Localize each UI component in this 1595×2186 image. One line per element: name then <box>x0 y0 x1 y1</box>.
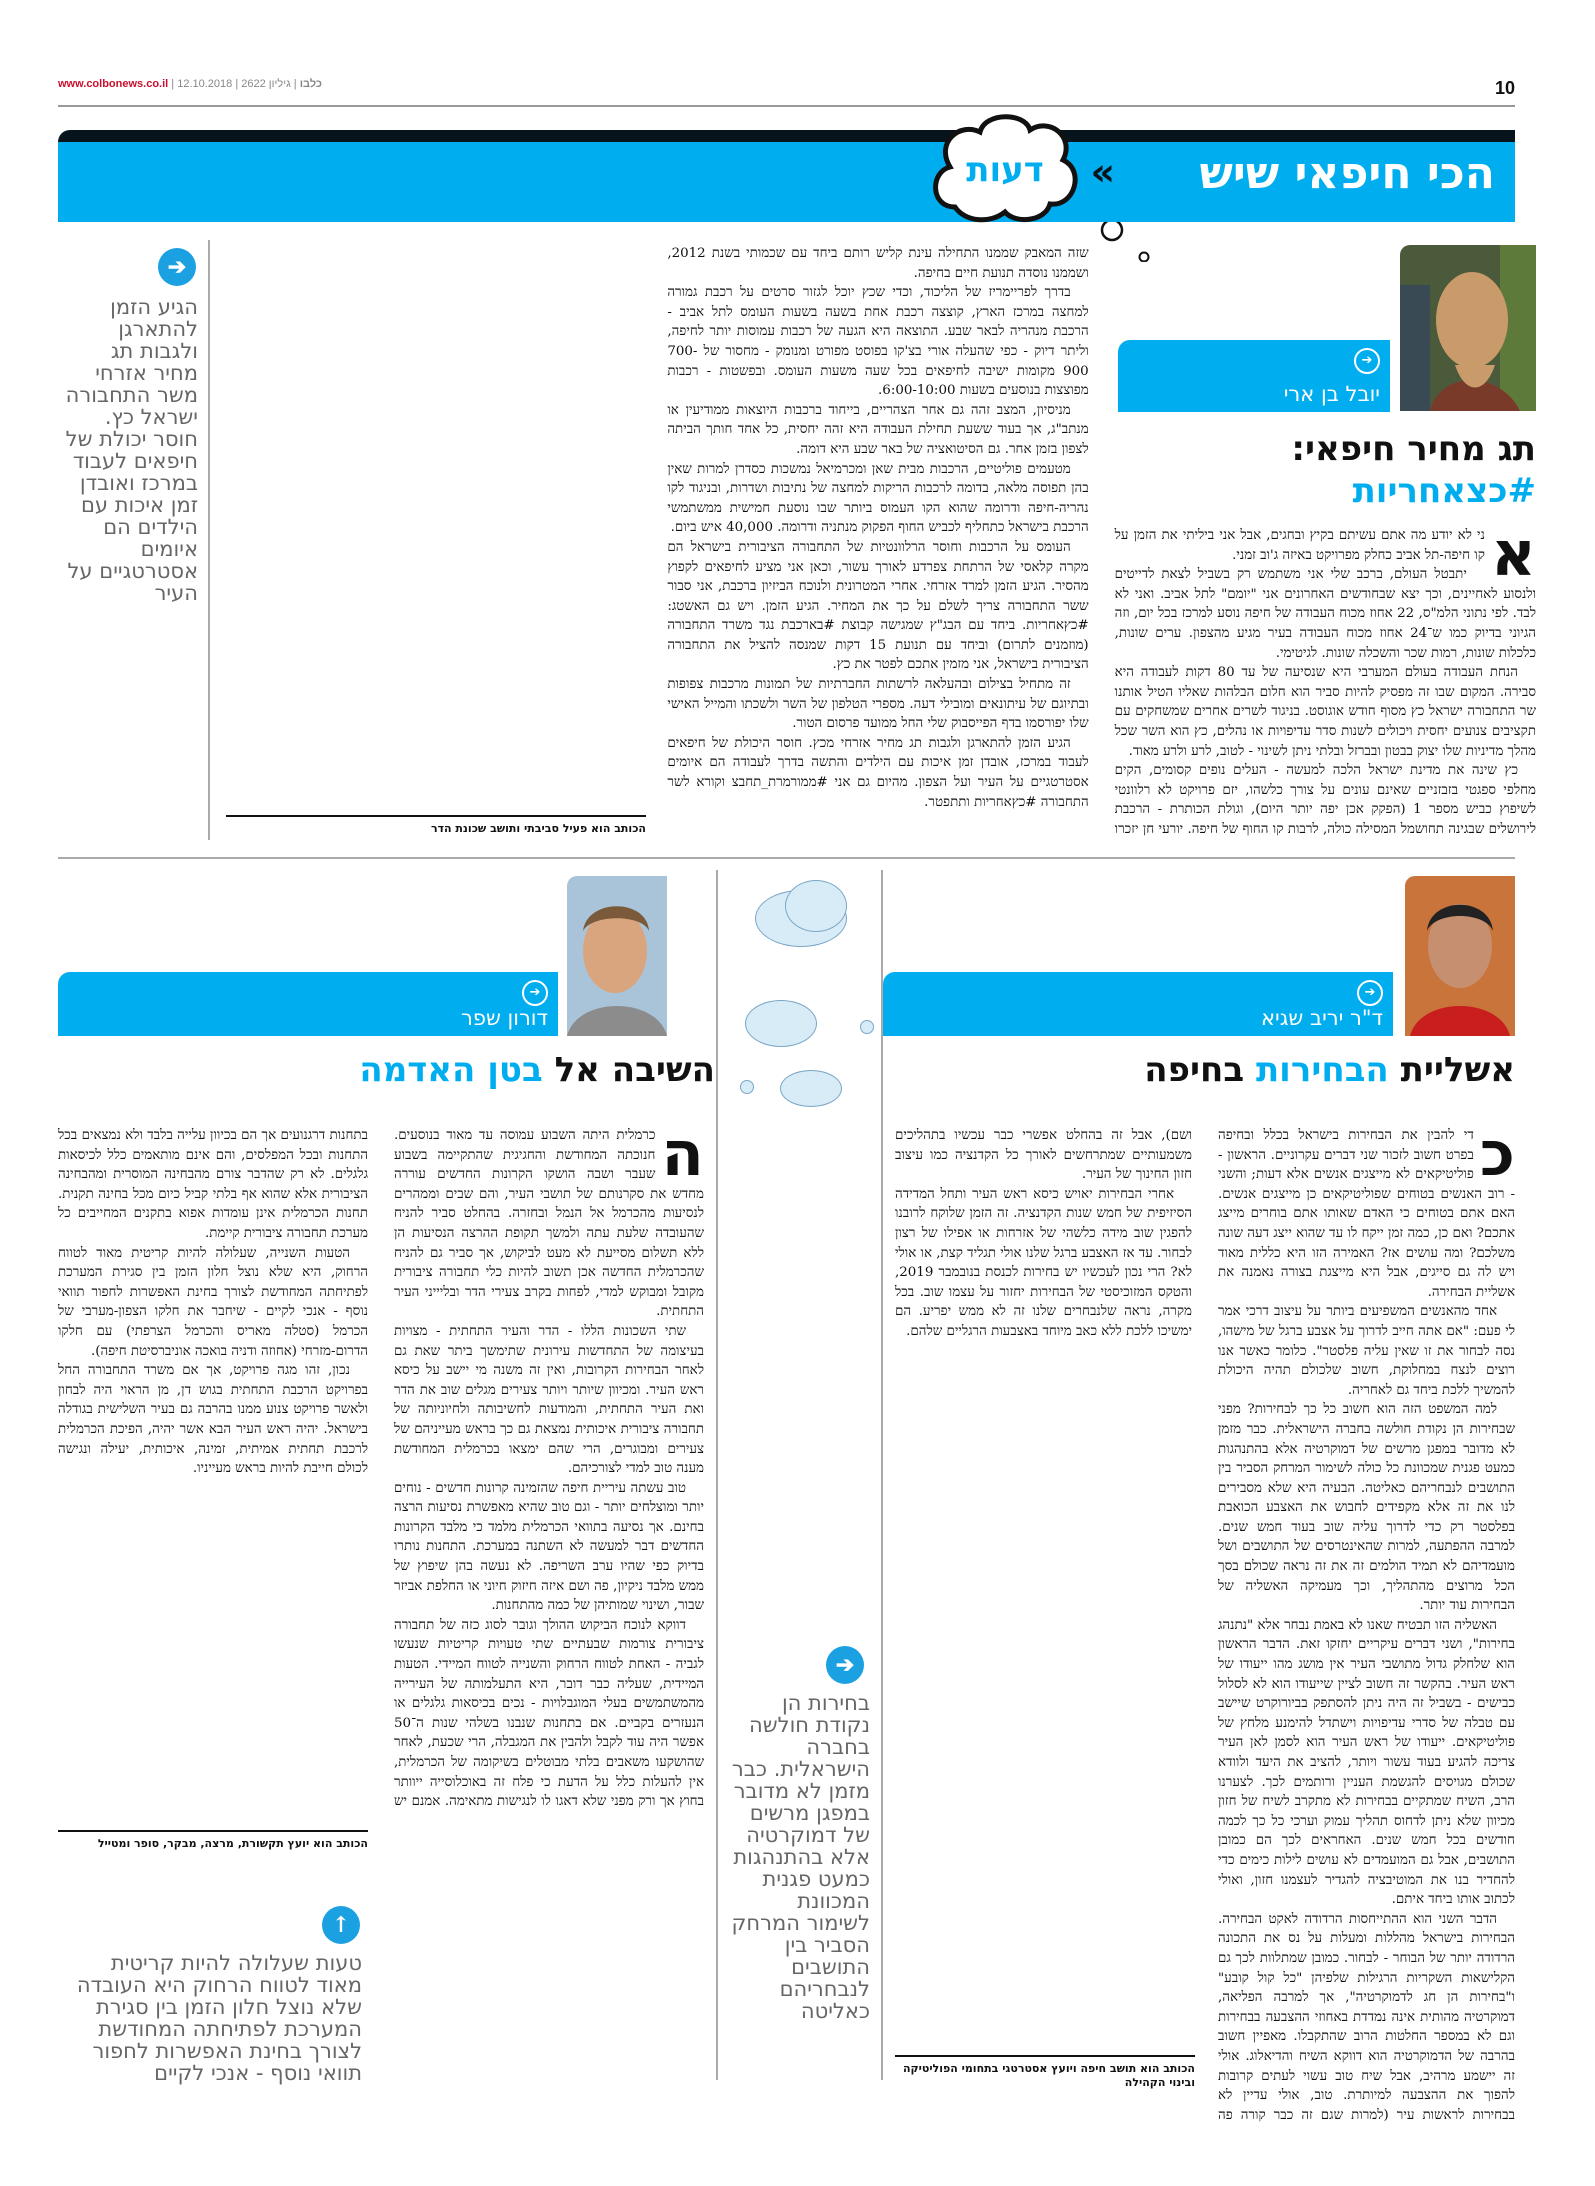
column-divider <box>716 870 718 2080</box>
paragraph: טוב עשתה עיריית חיפה שהזמינה קרונות חדשים - נוחים יותר ומוצלחים יותר - וגם טוב שהיא מאפשרת נסיעות הרצה בחינם. אך נסיעה בתוואי הכרמלית מלמד כי מלבד הקרונות החדשים דבר למעשה לא השתנה במערכת. התחנות נותרו בדיוק כפי שהיו ערב השריפה. לא נעשה בהן שיפוץ של ממש מלבד ניקיון, פה ושם איזה חיזוק חיוני או החלפת אביזר שבור, ושינוי שמותיהן של כמה מהתחנות. <box>394 1480 704 1614</box>
cloud-icon <box>740 1080 754 1094</box>
author-name[interactable]: דורון שפר <box>460 1006 548 1030</box>
cloud-icon <box>780 1070 842 1107</box>
paragraph: הטעות השנייה, שעלולה להיות קריטית מאוד לטווח הרחוק, היא שלא נוצל חלון הזמן בין סגירת המערכת לפתיחתה המחודשת לצורך בחינת האפשרות לחפור תוואי נוסף - אנכי לקיים - שיחבר את חלקו הצפון-מערבי של הכרמל (סטלה מאריס והכרמל הצרפתי) עם חלקו הדרום-מזרחי (אחוזה ודניה בואכה אוניברסיטת חיפה). <box>58 1245 368 1359</box>
page-number: 10 <box>1494 78 1515 98</box>
paragraph: דווקא לנוכח הביקוש ההולך וגובר לסוג כזה של תחבורה ציבורית צורמות שבעתיים שתי טעויות קריטיות שנעשו לגביה - האחת לטווח הרחוק והשנייה לטווח המיידי. הטעות המיידית, שעליה כבר דובר, היא התעלמותה של העירייה מהמשתמשים בעלי המוגבלויות - נכים בכיסאות גלגלים או הנעזרים בקביים. אם בתחנות שנבנו בשלהי שנות ה־50 אפשר היה עוד לקבל ולהבין את המגבלה, הרי שכעת, לאחר שהושקעו משאבים בלתי מבוטלים בשיקומה של הכרמלית, אין להעלות כלל על הדעת כי פלח זה באוכלוסייה ייוותר בחוץ אך ורק מפני שלא דאגו לו לנגישות מתאימה. אמנם יש בתחנות דרגנועים אך הם בכיוון עלייה בלבד ולא נמצאים בכל התחנות ובכל המפלסים, והם אינם מותאמים כלל לכיסאות גלגלים. לא רק שהדבר צורם מהבחינה המוסרית ומהבחינה הציבורית אלא שהוא אף בלתי קביל כיום מכל בחינה תקנית. תחנות הכרמלית אינן עומדות אפוא בתקנים המחייבים כל מערכת תחבורה ציבורית קיימת. <box>58 1128 704 1810</box>
paragraph: הגיע הזמן להתארגן ולגבות תג מחיר אזרחי מכץ. חוסר היכולת של חיפאים לעבוד במרכז, אובדן זמן איכות עם הילדים והתשה בדרך לעבודה הם איומים אסטרטגיים על העיר ועל הצפון. מהיום גם אני #ממורמרת_תחבצ וקורא לשר התחבורה #כץאחריות ותתפטר. <box>667 735 1089 810</box>
byline-arrow-icon: ➔ <box>522 980 548 1006</box>
paragraph: כץ שינה את מדינת ישראל הלכה למעשה - העלים נופים קסומים, הקים מחלפי ספגטי בזבזניים שאינם עונים על צורך כלשהו, יזם פרויקט לא רלוונטי לשיפוץ כביש מספר 1 (הפקק אכן יפה יותר היום), וגולת הכותרת - הרכבת לירושלים שבגינה תחושמל המסילה כולה, לרבות קו החוף של חיפה. יורעי חן יזכרו שזה המאבק שממנו התחילה עינת קליש רותם ביחד עם שכמותי בשנת 2012, ושממנו נוסדה תנועת חיים בחיפה. <box>667 246 1536 837</box>
section-double-chevron-icon: « <box>1090 150 1115 194</box>
paragraph: יתבטל העולם, ברכב שלי אני משתמש רק בשביל לצאת לדייטים ולנסוע לאחיינים, וכך יצא שבחודשים האחרונים אני "יומם" לתל אביב. ואני לא לבד. לפי נתוני הלמ"ס, 22 אחוז מכוח העבודה של חיפה נוסע למרכז בכל יום, וזה הגיוני בדיוק כמו ש־24 אחוז מכוח העבודה בעיר מגיע מהצפון. ערים שונות, כלכלות שונות, רמות שכר והשכלה שונות. לגיטימי. <box>1114 567 1536 661</box>
byline-bar-yariv <box>883 972 1393 1036</box>
headline-line1: תג מחיר חיפאי: <box>1291 429 1536 469</box>
section-divider <box>58 857 1515 859</box>
byline-arrow-icon: ➔ <box>1357 980 1383 1006</box>
article1-body <box>220 244 1536 844</box>
cloud-icon <box>860 1020 874 1034</box>
paragraph: אחרי הבחירות יאויש כיסא ראש העיר ותחל המדידה הסיזיפית של חמש שנות הקדנציה. זה הזמן שלוקח לרובנו להפגין שוב מידה כלשהי של אזרחות או אפילו של רצון לבחור. עד אז האצבע ברגל שלנו אולי תגליד קצת, או אולי לא? הרי נכון לעכשיו יש בחירות לכנסת בנובמבר 2019, והטקס המזוכיסטי של הבחירות יחזור על עצמו שוב. בכל מקרה, נראה שלנבחרים שלנו זה לא ממש יפריע. הם ימשיכו ללכת ללא כאב מיוחד באצבעות הרגליים שלהם. <box>895 1186 1192 1339</box>
headline-part-blue: בטן האדמה <box>359 1050 543 1090</box>
header-divider <box>58 105 1515 107</box>
cloud-icon <box>745 1000 817 1047</box>
credit-divider <box>58 1830 368 1832</box>
spacer <box>1115 244 1536 526</box>
paragraph: אחד מהאנשים המשפיעים ביותר על עיצוב דרכי אמר לי פעם: "אם אתה חייב לדרוך על אצבע ברגל של מישהו, נסה לבחור את זו שאין עליה פלסטר". כלומר כאשר אנו רוצים לנצח במחלוקת, חשוב שלכולם תהיה היכולת להמשיך ללכת ביחד גם לאחריה. <box>1218 1304 1515 1398</box>
article3-body <box>58 1117 704 1826</box>
pullquote-arrow-icon: ➔ <box>826 1646 864 1684</box>
pullquote: בחירות הן נקודת חולשה בחברה הישראלית. כבר מזמן לא מדובר במפגן מרשים של דמוקרטיה אלא בהתנהגות כמעט פגנית המכוונת לשימור המרחק הסביר בין התושבים לנבחריהם כאליטה <box>731 1691 870 2023</box>
paragraph: האשליה הזו תבטיח שאנו לא באמת נבחר אלא "נתנהג בחירות", ושני דברים עיקריים יחזקו זאת. הדבר הראשון הוא שלחלק גדול מתושבי העיר אין מושג מהו ייעודו של ראש העיר. בהקשר זה חשוב לציין שייעודו הוא לא לסלול כבישים - בשביל זה היה ניתן להסתפק בביורוקרט שיישב עם טבלה של סדרי עדיפויות וישתדל להימנע מלחץ של פוליטיקאים. ייעודו של ראש העיר הוא לסמן לאן העיר צריכה להגיע בעוד עשור ויותר, להציב את היעד ולוודא שכולם מגויסים להגשמת העניין ורותמים לכך. לצערנו הרב, השיח שמתקיים בבחירות לא מתקרב לשיח של חזון מכיוון שלא ניתן לדחוס תהליך עמוק וערכי כל כך לכמה חודשים בכל חמש שנים. האחראים לכך הם כמובן התושבים, אבל גם המועמדים לא עושים לילות כימים כדי להחדיר בנו את המוטיבציה להגדיר לעצמנו חזון, ואולי לכתוב אותו ביחד איתם. <box>1218 1617 1515 1908</box>
author-credit: הכותב הוא תושב חיפה ויועץ אסטרטגי בתחומי הפוליטיקה ובינוי הקהילה <box>902 2062 1195 2089</box>
paragraph: מניסיון, המצב זהה גם אחר הצהריים, בייחוד ברכבות היוצאות ממודיעין או מנתב"ג, אך בעוד ששעת תחילת העבודה היא זהה יחסית, כל אחד חותך הביתה לצפון בזמן אחר. גם הסיטואציה של באר שבע היא דומה. <box>667 402 1089 457</box>
article2-body <box>895 1117 1515 2126</box>
site-url[interactable]: www.colbonews.co.il <box>58 78 169 90</box>
headline-part: השיבה אל <box>554 1050 715 1090</box>
cloud-icon <box>785 880 847 932</box>
pullquote-arrow-icon: ➔ <box>158 248 196 286</box>
paragraph: העומס על הרכבות וחוסר הרלוונטיות של התחבורה הציבורית בישראל הם מקרה קלאסי של הרתחת צפרדע לאורך עשור, וכאן אני מציע לחיפאים לקפוץ מהסיר. הגיע הזמן למרד אזרחי. אחרי המטרונית ולנוכח הביזיון ברכבת, אני סבור ששר התחבורה צריך לשלם על כך את המחיר. הגיע הזמן. ויש גם האשטג: #כץאחריות. ביחד עם הבג"ץ שמגישה קבוצת #בארכבת נגד משרד התחבורה (מוזמנים לתרום) וביחד עם תנועת 15 דקות שמנסה להציל את התחבורה הציבורית בישראל, אני מזמין אתכם לפטר את כץ. <box>667 539 1089 673</box>
author-photo-doron <box>567 876 667 1036</box>
section-banner-top-strip <box>58 130 1515 142</box>
author-credit: הכותב הוא פעיל סביבתי ותושב שכונת הדר <box>430 822 646 835</box>
column-divider <box>881 870 883 2080</box>
pullquote: הגיע הזמן להתארגן ולגבות תג מחיר אזרחי משר התחבורה ישראל כץ. חוסר יכולת של חיפאים לעבוד במרכז ואובדן זמן איכות עם הילדים הם איומים אסטרטגיים על העיר <box>65 295 198 605</box>
issue-number: גיליון 2622 <box>241 78 291 90</box>
byline-arrow-icon: ➔ <box>1354 348 1380 374</box>
paragraph: נכון, זהו מגה פרויקט, אך אם משרד התחבורה החל בפרויקט הרכבת התחתית בגוש דן, מן הראוי היה לבחון ולאשר פרויקט צנוע ממנו בהרבה גם בעיר השלישית בגודלה בישראל. יהיה ראש העיר הבא אשר יהיה, הפיכת הכרמלית לרכבת תחתית אמיתית, זמינה, איכותית, יעילה ונגישה לכולם חייבת להיות בראש מעייניו. <box>58 1363 368 1477</box>
dropcap: א <box>1490 517 1536 590</box>
author-credit: הכותב הוא יועץ תקשורת, מרצה, מבקר, סופר ומטייל <box>97 1837 368 1850</box>
decorative-clouds <box>735 880 875 1120</box>
paragraph: כרמלית היתה השבוע עמוסה עד מאוד בנוסעים. חנוכתה המחודשת והחגיגית שהתקיימה בשבוע שעבר ושבה הושקו הקרונות החדשים עוררה מחדש את סקרנותם של תושבי העיר, והם שבים וממהרים לנסיעות מהכרמל אל הנמל ובחזרה. בהחלט סביר להניח שהעובדה שלעת עתה ולמשך תקופת ההרצה הנסיעות הן ללא תשלום מסייעת לא מעט לביקוש, אך סביר גם להניח שהכרמלית החדשה אכן תשוב להיות כלי תחבורה ציבורית מקובל ומבוקש למדי, לפחות בקרב צעירי הדר ובליייני העיר התחתית. <box>394 1128 704 1320</box>
headline-part: אשליית <box>1400 1050 1515 1090</box>
credit-divider <box>226 815 646 817</box>
paragraph: די להבין את הבחירות בישראל בכלל ובחיפה בפרט חשוב לזכור שני דברים עקרוניים. הראשון - פוליטיקאים לא מייצגים אנשים אלא דעות; והשני - רוב האנשים בטוחים שפוליטיקאים כן מייצגים אנשים. האם אתם בטוחים כי האדם שאותו אתם בוחרים מייצג אתכם? ואם כן, כמה זמן ייקח לו עד שהוא ייצג דעה שונה משלכם? ומה עושים אז? האמירה הזו היא כללית מאוד ויש לה גם סייגים, אבל היא מייצגת בצורה נאמנה את אשליית הבחירה. <box>1218 1128 1515 1300</box>
paragraph: שתי השכונות הללו - הדר והעיר התחתית - מצויות בעיצומה של התחדשות עירונית שתימשך ביתר שאת גם לאחר הבחירות הקרובות, ואין זה משנה מי יישב על כיסא ראש העיר. ומכיוון שיותר ויותר צעירים מגלים שוב את הדר ואת העיר התחתית, והמודעות לחשיבותה ולחיוניותה של תחבורה ציבורית איכותית נמצאת גם כך בראש מעייניהם של צעירים ומבוגרים, הרי שהם ימצאו בכרמלית המחודשת מענה טוב למדי לצורכיהם. <box>394 1323 704 1477</box>
author-photo-yariv <box>1405 876 1515 1036</box>
dropcap: כ <box>1479 1117 1515 1190</box>
credit-divider <box>895 2055 1195 2057</box>
section-title: הכי חיפאי שיש <box>1199 148 1495 199</box>
article2-headline <box>1144 1050 1515 1090</box>
column-divider <box>208 240 210 840</box>
pullquote-up-arrow-icon: ↑ <box>322 1906 360 1944</box>
headline-line2-hashtag: #כצאחריות <box>1352 471 1536 511</box>
paragraph: הדבר השני הוא ההתייחסות הרדודה לאקט הבחירה. הבחירות בישראל מהללות ומעלות על נס את התכונה הרדודה יותר של הבוחר - לבחור. כמובן שמתלוות לכך גם הקלישאות השקריות הרגילות שלפיהן "כל קול קובע" ו"בחירות הן חג לדמוקרטיה", אך למרבה הפליאה, דמוקרטיה מהותית אינה נמדדת באחוזי ההצבעה בבחירות וגם לא במספר החלטות הרוב שהתקבלו. מאפיין חשוב בהרבה של הדמוקרטיה הוא דווקא השיח והדיאלוג. אולי זה יישמע מרהיב, אבל שיח טוב עשוי לעתים קרובות להפוך את ההצבעה למיותרת. טוב, אולי עדיין לא בבחירות לראשות עיר (למרות שגם זה כבר קורה פה ושם), אבל זה בהחלט אפשרי כבר עכשיו בתהליכים משמעותיים שמתרחשים לאורך כל הקדנציה כמו עיצוב חזון החינוך של העיר. <box>895 1128 1515 2123</box>
article3-headline <box>359 1050 715 1090</box>
issue-date: 12.10.2018 <box>177 78 233 90</box>
paragraph: למה המשפט הזה הוא חשוב כל כך לבחירות? מפני שבחירות הן נקודת חולשה בחברה הישראלית. כבר מזמן לא מדובר במפגן מרשים של דמוקרטיה אלא בהתנהגות כמעט פגנית שמכוונת כל כולה לשימור המרחק הסביר בין התושבים לנבחריהם כאליטה. הבעיה היא שלא מסבירים לנו את זה אלא מקפידים לחבוש את האצבע הכואבת בפלסטר רק כדי לדרוך עליה שוב בעוד חמש שנים. למרבה ההפתעה, למרות שהאינטרסים של התושבים ושל מועמדיהם לא תמיד הולמים זה את זה נראה שכולם בסך הכל מרוצים מהתהליך, וכך מעמיקה האשליה של הבחירות עוד יותר. <box>1218 1402 1515 1614</box>
headline-part: בחיפה <box>1144 1050 1245 1090</box>
masthead-line: www.colbonews.co.il | כלבו | גיליון 2622 | 12.10.2018 <box>58 78 322 90</box>
dropcap: ה <box>661 1117 704 1190</box>
paragraph: בדרך לפריימריז של הליכוד, וכדי שכץ יוכל לגזור סרטים על רכבת גמורה למחצה במרכז הארץ, קוצצה רכבת אחת בשעה בשעות העומס לתל אביב - הרכבת מנהריה לבאר שבע. התוצאה היא הגעה של רכבות עמוסות יותר לחיפה, וליתר דיוק - כפי שהעלה אורי בצ'קו בפוסט מפורט ומנומק - מחסור של 700-900 מקומות ישיבה לחיפאים בכל שעה משעות העומס. ובפשטות - רכבות מפוצצות בנוסעים בשעות 6:00-10:00. <box>667 285 1089 399</box>
paragraph: ני לא יודע מה אתם עשיתם בקיץ ובחגים, אבל אני ביליתי את הזמן על קו חיפה-תל אביב כחלק מפרויקט באיזה ג'וב זמני. <box>1114 528 1485 563</box>
headline-part-blue: הבחירות <box>1255 1050 1389 1090</box>
section-label: דעות <box>966 150 1044 190</box>
paper-name: כלבו <box>299 78 322 90</box>
paragraph: מטעמים פוליטיים, הרכבות מבית שאן ומכרמיאל נמשכות כסדרן למרות שאין בהן תפוסה מלאה, בדומה לרכבות הריקות למחצה של נתיבות ושדרות, ובניגוד לקו נהריה-חיפה ודרומה שהוא הקו העמוס ביותר שבו נוסעת חמישית ממשתמשי הרכבת בישראל כתחליף לכביש החוף הפקוק מנתניה ודרומה. 40,000 איש ביום. <box>667 461 1089 536</box>
author-name[interactable]: ד"ר יריב שגיא <box>1261 1006 1383 1030</box>
paragraph: הנחת העבודה בעולם המערבי היא שנסיעה של עד 80 דקות לעבודה היא סבירה. המקום שבו זה מפסיק להיות סביר הוא חלום הבלהות שאליו הטיל אותנו שר התחבורה ישראל כץ מסוף חודש אוגוסט. בניגוד לשרים אחרים שמשחקים עם תקציבים צנועים יחסית ויכולים לשנות סדר עדיפויות או נהלים, כץ הוא השר שכל מהלך מדיניות שלו יצוק בבטון ובברזל ובלתי ניתן לשינוי - לטוב, לרע ולרע מאוד. <box>1114 665 1536 759</box>
author-name[interactable]: יובל בן ארי <box>1283 382 1380 406</box>
paragraph: זה מתחיל בצילום ובהעלאה לרשתות החברתיות של תמונות מרכבות צפופות ובתיוגם של עיתונאים ומובילי דעה. מספרי הטלפון של השר ולשכתו והמייל האישי שלו יפורסמו בדף הפייסבוק שלי החל ממועד פרסום הטור. <box>667 677 1089 732</box>
pullquote: טעות שעלולה להיות קריטית מאוד לטווח הרחוק היא העובדה שלא נוצל חלון הזמן בין סגירת המערכת לפתיחתה המחודשת לצורך בחינת האפשרות לחפור תוואי נוסף - אנכי לקיים <box>76 1951 362 2085</box>
byline-bar-doron <box>58 972 558 1036</box>
